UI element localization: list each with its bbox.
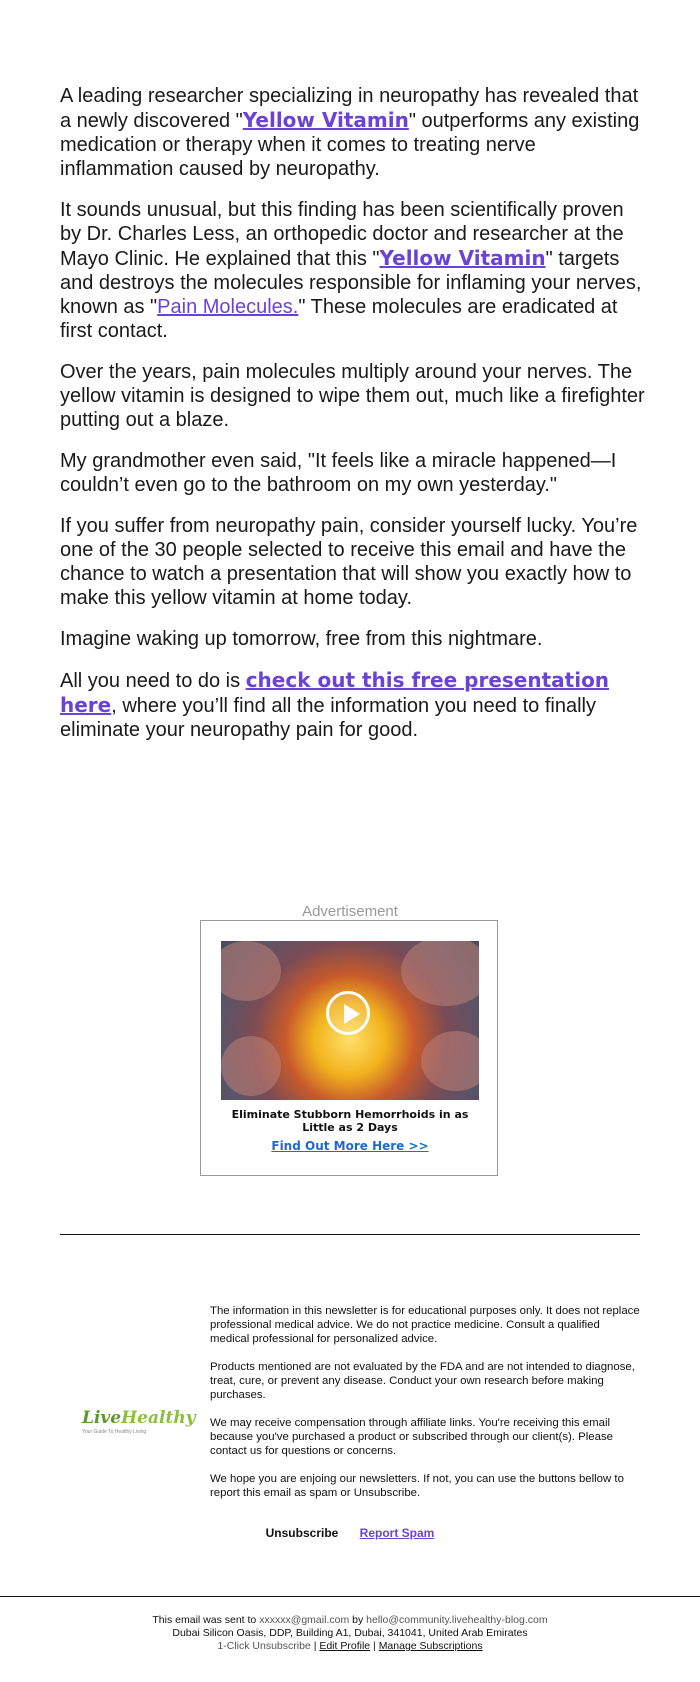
one-click-unsubscribe-link[interactable]: 1-Click Unsubscribe [217, 1640, 311, 1652]
email-footer [0, 1614, 700, 1653]
report-spam-link[interactable]: Report Spam [359, 1526, 435, 1540]
paragraph-lucky: If you suffer from neuropathy pain, consider yourself lucky. You’re one of the 30 people selected to receive this email and have the chance to watch a presentation that will show you exactly how to make this yellow vitamin at home today. [60, 515, 638, 609]
divider [60, 1234, 640, 1235]
ad-image-fold [221, 941, 281, 1001]
ad-image-fold [221, 1036, 281, 1096]
paragraph-intro: A leading researcher specializing in neuropathy has revealed that a newly discovered "Yellow Vitamin" outperforms any existing medication or therapy when it comes to treating nerve inflammation caused by neuropathy. [60, 85, 640, 180]
presentation-link[interactable]: check out this free presentation here [60, 668, 610, 717]
disclaimer-fda: Products mentioned are not evaluated by the FDA and are not intended to diagnose, treat, cure, or prevent any disease. Conduct your own research before making purchases. [210, 1361, 635, 1401]
email-body [60, 84, 650, 759]
disclaimer [210, 1304, 640, 1514]
live-healthy-logo [82, 1408, 196, 1440]
paragraph-cta: All you need to do is check out this free presentation here, where you’ll find all the information you need to finally eliminate your neuropathy pain for good. [60, 668, 610, 741]
play-icon[interactable] [326, 991, 370, 1035]
sent-to-line: This email was sent to xxxxxx@gmail.com by hello@community.livehealthy-blog.com [152, 1614, 548, 1626]
paragraph-grandmother: My grandmother even said, "It feels like a miracle happened—I couldn’t even go to the bathroom on my own yesterday." [60, 450, 617, 496]
yellow-vitamin-link-2[interactable]: Yellow Vitamin [379, 246, 546, 270]
paragraph-molecules: Over the years, pain molecules multiply around your nerves. The yellow vitamin is designed to wipe them out, much like a firefighter putting out a blaze. [60, 361, 645, 431]
disclaimer-report: We hope you are enjoing our newsletters. If not, you can use the buttons bellow to report this email as spam or Unsubscribe. [210, 1473, 624, 1499]
logo-tagline: Your Guide To Healthy Living [82, 1429, 147, 1435]
disclaimer-education: The information in this newsletter is for educational purposes only. It does not replace professional medical advice. We do not practice medicine. Consult a qualified medical professional for personalized advice. [210, 1305, 640, 1345]
advertisement-label: Advertisement [302, 903, 398, 920]
manage-subscriptions-link[interactable]: Manage Subscriptions [378, 1640, 483, 1652]
disclaimer-affiliate: We may receive compensation through affiliate links. You're receiving this email because you've purchased a product or subscribed through our client(s). Please contact us for questions or concerns. [210, 1417, 613, 1457]
unsubscribe-button[interactable]: Unsubscribe [265, 1526, 339, 1540]
edit-profile-link[interactable]: Edit Profile [319, 1640, 371, 1652]
paragraph-research: It sounds unusual, but this finding has been scientifically proven by Dr. Charles Less, an orthopedic doctor and researcher at the Mayo Clinic. He explained that this "Yellow Vitamin" targets and destroys the molecules responsible for inflaming your nerves, known as "Pain Molecules." These molecules are eradicated at first contact. [60, 199, 642, 342]
logo-wordmark: LiveHealthy [82, 1408, 196, 1428]
ad-title: Eliminate Stubborn Hemorrhoids in as Little as 2 Days [231, 1108, 469, 1134]
ad-find-out-more-link[interactable]: Find Out More Here >> [271, 1139, 429, 1153]
action-row [0, 1526, 700, 1540]
ad-image[interactable] [221, 941, 479, 1100]
paragraph-imagine: Imagine waking up tomorrow, free from this nightmare. [60, 628, 543, 650]
footer-divider [0, 1596, 700, 1597]
footer-links: 1-Click Unsubscribe | Edit Profile | Manage Subscriptions [217, 1640, 483, 1652]
recipient-email: xxxxxx@gmail.com [259, 1614, 350, 1626]
yellow-vitamin-link[interactable]: Yellow Vitamin [242, 108, 409, 132]
mailing-address: Dubai Silicon Oasis, DDP, Building A1, Dubai, 341041, United Arab Emirates [172, 1627, 528, 1639]
sender-email: hello@community.livehealthy-blog.com [366, 1614, 548, 1626]
advertisement-box[interactable] [200, 920, 498, 1176]
ad-image-fold [401, 941, 479, 1006]
ad-image-fold [421, 1031, 479, 1091]
pain-molecules-link[interactable]: Pain Molecules. [157, 296, 299, 318]
